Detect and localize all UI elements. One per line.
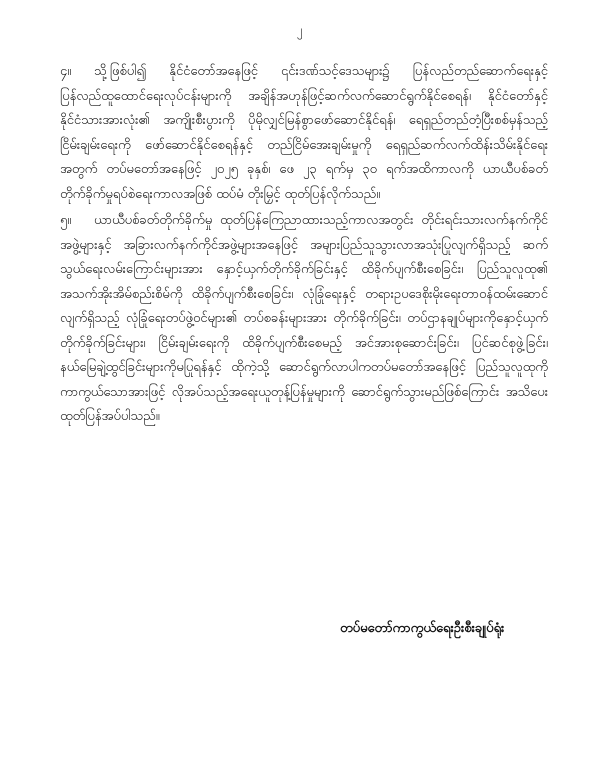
paragraph-number: ၄။	[60, 64, 72, 79]
paragraph-text: သို့ဖြစ်ပါ၍ နိုင်ငံတော်အနေဖြင့် ၎င်းဒဏ်သင့်ဒေသများ၌ ပြန်လည်တည်ဆောက်ရေးနှင့် ပြန်လည်ထူထောင်ရေးလုပ်ငန်းများကို အချိန်အဟုန်ဖြင့်ဆက်လက်ဆောင်ရွက်နိုင်စေရန်၊ နိုင်ငံတော်နှင့် နိုင်ငံသားအားလုံး၏ အကျိုးစီးပွားကို ပိုမိုလျှင်မြန်စွာဖော်ဆောင်နိုင်ရန်၊ ရေရှည်တည်တံ့ပြီးစစ်မှန်သည့်ငြိမ်းချမ်းရေးကို ဖော်ဆောင်နိုင်စေရန်နှင့် တည်ငြိမ်အေးချမ်းမှုကို ရေရှည်ဆက်လက်ထိန်းသိမ်းနိုင်ရေးအတွက် တပ်မတော်အနေဖြင့် ၂၀၂၅ ခုနှစ်၊ ဖေ ၂၃ ရက်မှ ၃၀ ရက်အထိကာလကို ယာယီပစ်ခတ်တိုက်ခိုက်မှုရပ်စဲရေးကာလအဖြစ် ထပ်မံ တိုးမြှင့် ထုတ်ပြန်လိုက်သည်။	[60, 64, 548, 202]
page-number: ၂	[297, 23, 303, 37]
paragraph-4	[60, 60, 548, 207]
paragraph-5	[60, 209, 548, 430]
issuing-office-signature: တပ်မတော်ကာကွယ်ရေးဦးစီးချုပ်ရုံး	[340, 621, 505, 636]
paragraph-number: ၅။	[60, 213, 72, 228]
paragraph-text: ယာယီပစ်ခတ်တိုက်ခိုက်မှု ထုတ်ပြန်ကြေညာထားသည့်ကာလအတွင်း တိုင်းရင်းသားလက်နက်ကိုင်အဖွဲ့များနှင့် အခြားလက်နက်ကိုင်အဖွဲ့များအနေဖြင့် အများပြည်သူသွားလာအသုံးပြုလျက်ရှိသည့် ဆက်သွယ်ရေးလမ်းကြောင်းများအား နှောင့်ယှက်တိုက်ခိုက်ခြင်းနှင့် ထိခိုက်ပျက်စီးစေခြင်း၊ ပြည်သူလူထု၏ အသက်အိုးအိမ်စည်းစိမ်ကို ထိခိုက်ပျက်စီးစေခြင်း၊ လုံခြုံရေးနှင့် တရားဥပဒေစိုးမိုးရေးတာဝန်ထမ်းဆောင်လျက်ရှိသည့် လုံခြုံရေးတပ်ဖွဲ့ဝင်များ၏ တပ်စခန်းများအား တိုက်ခိုက်ခြင်း၊ တပ်ဌာနချုပ်များကိုနှောင့်ယှက်တိုက်ခိုက်ခြင်းများ၊ ငြိမ်းချမ်းရေးကို ထိခိုက်ပျက်စီးစေမည့် အင်အားစုဆောင်းခြင်း၊ ပြင်ဆင်စုဖွဲ့ခြင်း၊ နယ်မြေချဲ့ထွင်ခြင်းများကိုမပြုရန်နှင့် ထိုကဲ့သို့ ဆောင်ရွက်လာပါကတပ်မတော်အနေဖြင့် ပြည်သူလူထုကို ကာကွယ်သောအားဖြင့် လိုအပ်သည့်အရေးယူတုန့်ပြန်မှုများကို ဆောင်ရွက်သွားမည်ဖြစ်ကြောင်း အသိပေးထုတ်ပြန်အပ်ပါသည်။	[60, 213, 548, 424]
document-body	[60, 60, 548, 432]
